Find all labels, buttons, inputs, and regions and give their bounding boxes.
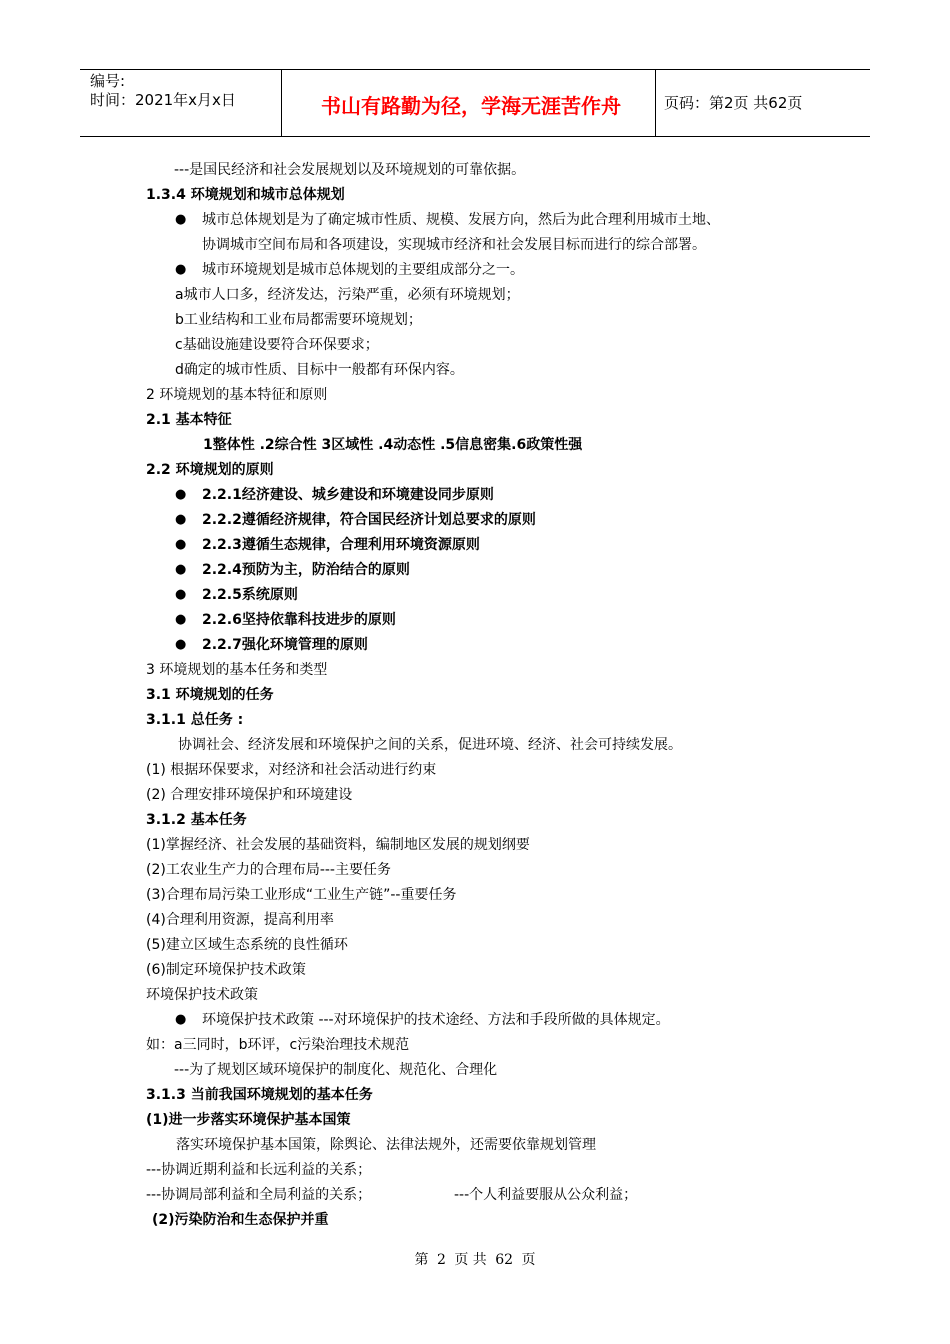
body-line: 协调社会、经济发展和环境保护之间的关系，促进环境、经济、社会可持续发展。 — [178, 737, 682, 753]
document-number-label: 编号: — [90, 72, 126, 90]
principle-item: ● 2.2.1经济建设、城乡建设和环境建设同步原则 — [202, 486, 494, 504]
principle-item: ● 2.2.5系统原则 — [202, 586, 298, 604]
section-heading: 3.1 环境规划的任务 — [146, 687, 274, 703]
bullet-item: ● 城市总体规划是为了确定城市性质、规模、发展方向，然后为此合理利用城市土地、 — [202, 211, 720, 229]
header-top-border — [80, 69, 870, 70]
section-heading: 3 环境规划的基本任务和类型 — [146, 662, 328, 678]
body-line: (5)建立区域生态系统的良性循环 — [146, 937, 348, 953]
header-divider-left — [281, 69, 282, 136]
section-heading: 3.1.2 基本任务 — [146, 812, 247, 828]
principle-item: ● 2.2.6坚持依靠科技进步的原则 — [202, 611, 396, 629]
section-heading: 2 环境规划的基本特征和原则 — [146, 387, 328, 403]
principle-item: ● 2.2.2遵循经济规律，符合国民经济计划总要求的原则 — [202, 511, 536, 529]
section-heading: 2.2 环境规划的原则 — [146, 462, 274, 478]
bullet-item: ● 城市环境规划是城市总体规划的主要组成部分之一。 — [202, 261, 524, 279]
body-line: ---为了规划区域环境保护的制度化、规范化、合理化 — [174, 1062, 498, 1078]
principle-item: ● 2.2.3遵循生态规律，合理利用环境资源原则 — [202, 536, 480, 554]
section-heading: 3.1.3 当前我国环境规划的基本任务 — [146, 1087, 373, 1103]
body-line: (2)工农业生产力的合理布局---主要任务 — [146, 862, 391, 878]
footer-middle: 页 共 — [454, 1252, 487, 1268]
footer-total-pages: 62 — [495, 1252, 514, 1268]
section-heading: 3.1.1 总任务 : — [146, 712, 244, 728]
body-line: (2) 合理安排环境保护和环境建设 — [146, 787, 353, 803]
bullet-item: ● 环境保护技术政策 ---对环境保护的技术途经、方法和手段所做的具体规定。 — [202, 1011, 670, 1029]
body-line: a城市人口多，经济发达，污染严重，必须有环境规划； — [175, 287, 520, 303]
body-line: 如：a三同时，b环评，c污染治理技术规范 — [146, 1037, 410, 1053]
feature-list: 1整体性 .2综合性 3区域性 .4动态性 .5信息密集.6政策性强 — [203, 437, 583, 453]
body-line: (6)制定环境保护技术政策 — [146, 962, 306, 978]
footer-suffix: 页 — [521, 1252, 536, 1268]
footer-prefix: 第 — [414, 1252, 429, 1268]
body-line: (1)掌握经济、社会发展的基础资料，编制地区发展的规划纲要 — [146, 837, 530, 853]
body-line: 协调城市空间布局和各项建设，实现城市经济和社会发展目标而进行的综合部署。 — [202, 237, 706, 253]
section-heading: (2)污染防治和生态保护并重 — [152, 1212, 329, 1228]
document-time-label: 时间：2021年x月x日 — [90, 91, 236, 109]
body-line: c基础设施建设要符合环保要求； — [175, 337, 379, 353]
body-line: ---协调近期利益和长远利益的关系； — [146, 1162, 372, 1178]
footer-page-number: 2 — [436, 1252, 446, 1268]
principle-item: ● 2.2.4预防为主，防治结合的原则 — [202, 561, 410, 579]
section-heading: 2.1 基本特征 — [146, 412, 232, 428]
header-motto: 书山有路勤为径，学海无涯苦作舟 — [321, 94, 621, 118]
body-line: 环境保护技术政策 — [146, 987, 258, 1003]
page-footer — [0, 1249, 950, 1269]
body-line: ---个人利益要服从公众利益； — [454, 1187, 638, 1203]
principle-item: ● 2.2.7强化环境管理的原则 — [202, 636, 368, 654]
body-line: ---协调局部利益和全局利益的关系； — [146, 1187, 372, 1203]
body-line: 落实环境保护基本国策，除舆论、法律法规外，还需要依靠规划管理 — [176, 1137, 596, 1153]
page-indicator: 页码：第2页 共62页 — [664, 94, 803, 112]
body-line: d确定的城市性质、目标中一般都有环保内容。 — [175, 362, 464, 378]
section-heading: 1.3.4 环境规划和城市总体规划 — [146, 187, 345, 203]
body-line: ---是国民经济和社会发展规划以及环境规划的可靠依据。 — [174, 162, 526, 178]
section-heading: (1)进一步落实环境保护基本国策 — [146, 1112, 351, 1128]
body-line: (1) 根据环保要求，对经济和社会活动进行约束 — [146, 762, 437, 778]
body-line: (4)合理利用资源，提高利用率 — [146, 912, 334, 928]
header-bottom-border — [80, 136, 870, 137]
body-line: (3)合理布局污染工业形成“工业生产链”--重要任务 — [146, 887, 457, 903]
body-line: b工业结构和工业布局都需要环境规划； — [175, 312, 422, 328]
